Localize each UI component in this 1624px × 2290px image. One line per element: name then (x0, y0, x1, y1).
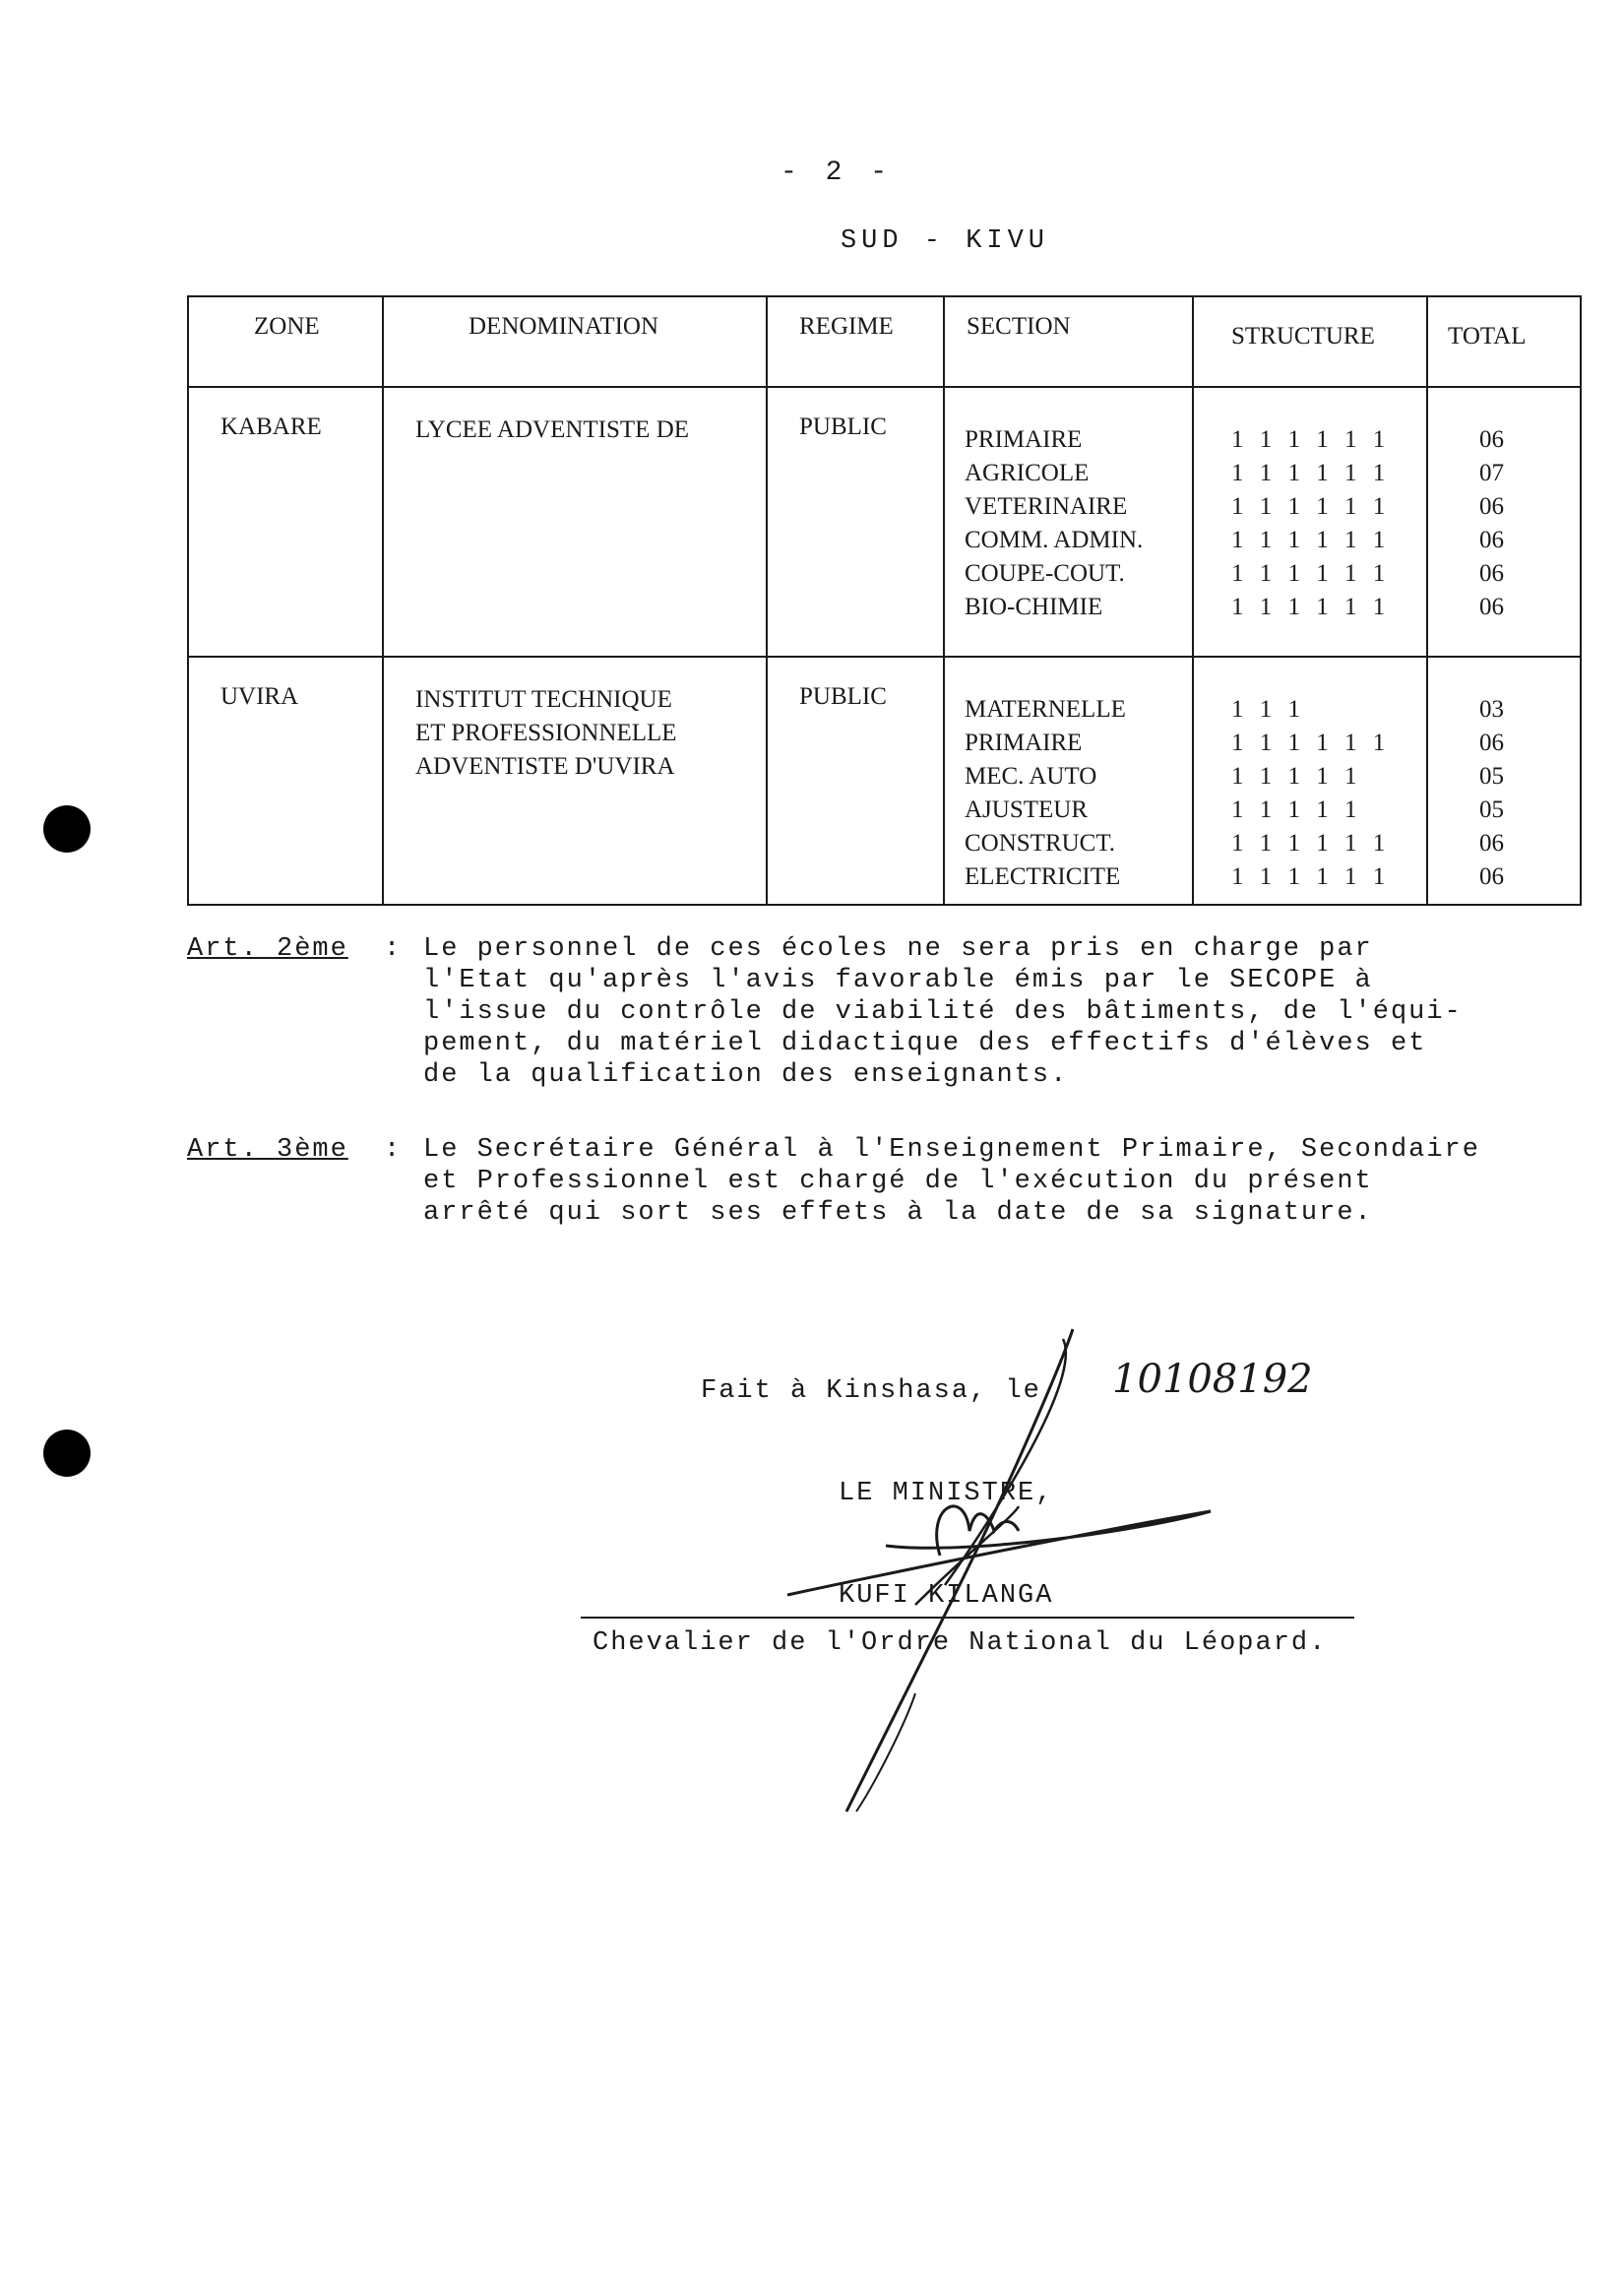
total-line: 06 (1479, 863, 1504, 890)
total-line: 07 (1479, 460, 1504, 486)
article-line: Le Secrétaire Général à l'Enseignement Primaire, Secondaire (423, 1135, 1480, 1165)
regime-cell: PUBLIC (767, 657, 944, 905)
zone-cell: UVIRA (188, 657, 383, 905)
article-line: arrêté qui sort ses effets à la date de sa signature. (423, 1198, 1373, 1228)
denomination-line: ET PROFESSIONNELLE (415, 720, 677, 746)
structure-cell (1193, 657, 1427, 905)
article-line: de la qualification des enseignants. (423, 1060, 1069, 1090)
structure-line: 1 1 1 1 1 (1231, 763, 1362, 790)
total-line: 06 (1479, 527, 1504, 553)
total-line: 06 (1479, 730, 1504, 756)
structure-line: 1 1 1 1 1 (1231, 796, 1362, 823)
handwritten-signature (768, 1319, 1240, 1831)
section-line: VETERINAIRE (965, 493, 1128, 520)
structure-line: 1 1 1 1 1 1 (1231, 830, 1391, 857)
minister-name: KUFI KILANGA (839, 1581, 1054, 1611)
structure-line: 1 1 1 1 1 1 (1231, 594, 1391, 620)
section-line: PRIMAIRE (965, 730, 1083, 756)
structure-line: 1 1 1 1 1 1 (1231, 460, 1391, 486)
page-number: - 2 - (780, 158, 893, 188)
total-line: 06 (1479, 830, 1504, 857)
handwritten-date: 10108192 (1112, 1357, 1313, 1402)
total-line: 06 (1479, 426, 1504, 453)
section-line: BIO-CHIMIE (965, 594, 1103, 620)
article-label: Art. 2ème (187, 934, 348, 964)
structure-line: 1 1 1 1 1 1 (1231, 730, 1391, 756)
article-body (423, 933, 1604, 1091)
minister-title: LE MINISTRE, (839, 1479, 1054, 1508)
article-colon: : (384, 1135, 403, 1165)
total-line: 06 (1479, 493, 1504, 520)
section-line: COMM. ADMIN. (965, 527, 1144, 553)
header-structure: STRUCTURE (1193, 296, 1427, 387)
zone-cell: KABARE (188, 387, 383, 657)
section-line: PRIMAIRE (965, 426, 1083, 453)
minister-honor: Chevalier de l'Ordre National du Léopard. (593, 1628, 1328, 1658)
article-line: et Professionnel est chargé de l'exécution du présent (423, 1167, 1373, 1196)
denomination-line: ADVENTISTE D'UVIRA (415, 753, 675, 780)
section-line: AJUSTEUR (965, 796, 1089, 823)
article-body (423, 1134, 1604, 1229)
article-3 (187, 1134, 1604, 1242)
header-section: SECTION (944, 296, 1193, 387)
section-line: MATERNELLE (965, 696, 1126, 723)
section-line: AGRICOLE (965, 460, 1090, 486)
header-denomination: DENOMINATION (383, 296, 767, 387)
total-line: 06 (1479, 594, 1504, 620)
place-date: Fait à Kinshasa, le (701, 1376, 1041, 1406)
article-line: l'issue du contrôle de viabilité des bâtiments, de l'équi- (423, 997, 1463, 1027)
total-line: 05 (1479, 763, 1504, 790)
denomination-line: INSTITUT TECHNIQUE (415, 686, 672, 713)
structure-line: 1 1 1 1 1 1 (1231, 863, 1391, 890)
total-line: 06 (1479, 560, 1504, 587)
schools-table (187, 295, 1582, 906)
section-line: MEC. AUTO (965, 763, 1097, 790)
total-cell (1427, 387, 1581, 657)
denomination-cell (383, 657, 767, 905)
structure-line: 1 1 1 1 1 1 (1231, 560, 1391, 587)
structure-line: 1 1 1 1 1 1 (1231, 493, 1391, 520)
section-cell (944, 657, 1193, 905)
table-row (188, 387, 1581, 657)
total-cell (1427, 657, 1581, 905)
total-line: 03 (1479, 696, 1504, 723)
table-header-row (188, 296, 1581, 387)
denomination-line: LYCEE ADVENTISTE DE (415, 416, 690, 443)
article-label: Art. 3ème (187, 1135, 348, 1165)
article-line: pement, du matériel didactique des effectifs d'élèves et (423, 1029, 1427, 1058)
section-line: ELECTRICITE (965, 863, 1121, 890)
section-cell (944, 387, 1193, 657)
regime-cell: PUBLIC (767, 387, 944, 657)
total-line: 05 (1479, 796, 1504, 823)
denomination-cell (383, 387, 767, 657)
structure-line: 1 1 1 1 1 1 (1231, 426, 1391, 453)
region-title: SUD - KIVU (840, 226, 1050, 256)
structure-cell (1193, 387, 1427, 657)
structure-line: 1 1 1 1 1 1 (1231, 527, 1391, 553)
article-colon: : (384, 934, 403, 964)
punch-hole-mark (43, 805, 91, 853)
table-row (188, 657, 1581, 905)
article-line: l'Etat qu'après l'avis favorable émis par le SECOPE à (423, 966, 1373, 995)
punch-hole-mark (43, 1430, 91, 1477)
article-2 (187, 933, 1604, 1101)
header-zone: ZONE (188, 296, 383, 387)
structure-line: 1 1 1 (1231, 696, 1305, 723)
article-line: Le personnel de ces écoles ne sera pris en charge par (423, 934, 1373, 964)
header-regime: REGIME (767, 296, 944, 387)
section-line: COUPE-COUT. (965, 560, 1125, 587)
section-line: CONSTRUCT. (965, 830, 1116, 857)
header-total: TOTAL (1427, 296, 1581, 387)
